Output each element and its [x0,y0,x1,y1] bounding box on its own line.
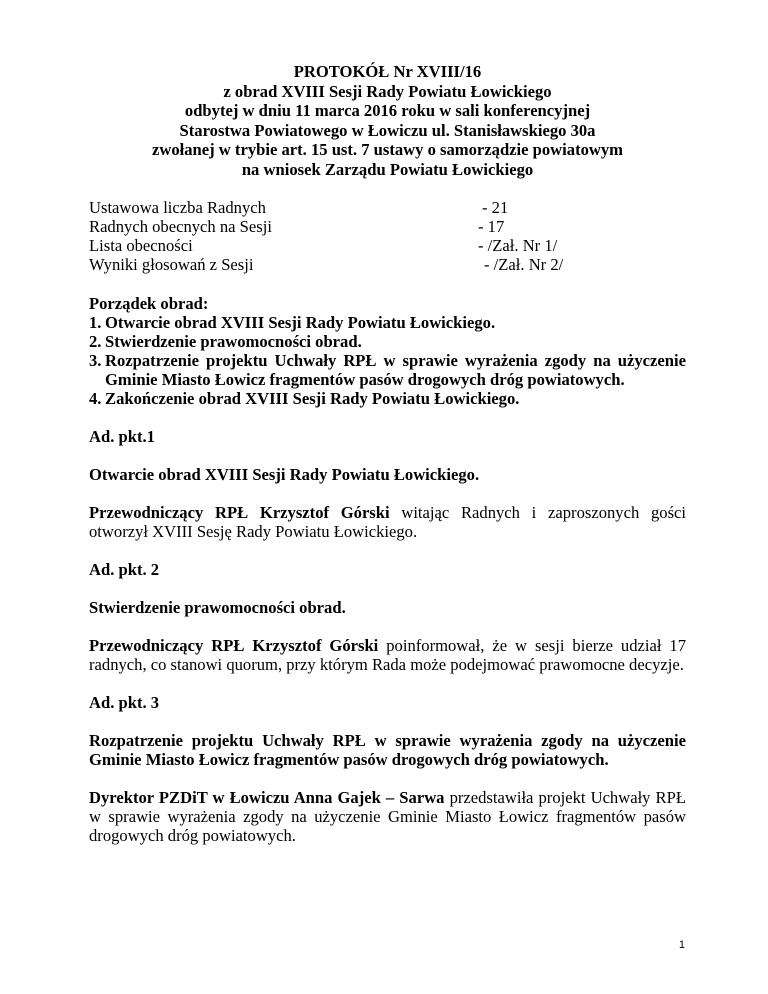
info-label: Wyniki głosowań z Sesji [89,255,254,274]
agenda [89,294,686,408]
info-value: - /Zał. Nr 1/ [478,236,558,255]
agenda-item-text: Rozpatrzenie projektu Uchwały RPŁ w sprawie wyrażenia zgody na użyczenie Gminie Miasto Łowicz fragmentów pasów drogowych dróg powiatowych. [105,351,686,389]
info-value: - 17 [478,217,505,236]
section-3-paragraph [89,788,686,845]
info-row-statutory-count [89,198,686,217]
agenda-item [89,351,686,389]
section-2-title: Stwierdzenie prawomocności obrad. [89,598,346,617]
agenda-title: Porządek obrad: [89,294,209,313]
agenda-item-number: 1. [89,313,102,332]
document-header [89,62,686,179]
page-number: 1 [678,939,685,951]
speaker-name: Przewodniczący RPŁ Krzysztof Górski [89,503,390,522]
header-line-session: z obrad XVIII Sesji Rady Powiatu Łowickiego [223,81,552,101]
info-value: - 21 [482,198,509,217]
info-value: - /Zał. Nr 2/ [484,255,564,274]
paragraph-text: przedstawiła projekt Uchwały RPŁ w sprawie wyrażenia zgody na użyczenie Gminie Miasto Łowicz fragmentów pasów drogowych dróg powiatowych. [89,788,686,845]
speaker-name: Dyrektor PZDiT w Łowiczu Anna Gajek – Sarwa [89,788,445,807]
section-1-paragraph [89,503,686,541]
agenda-item-number: 2. [89,332,102,351]
section-2-heading: Ad. pkt. 2 [89,560,160,579]
header-line-request: na wniosek Zarządu Powiatu Łowickiego [241,159,534,179]
speaker-name: Przewodniczący RPŁ Krzysztof Górski [89,636,379,655]
info-row-present-count [89,217,686,236]
header-line-date: odbytej w dniu 11 marca 2016 roku w sali konferencyjnej [184,101,591,120]
agenda-item-number: 3. [89,351,102,370]
info-label: Lista obecności [89,236,193,255]
section-1-title: Otwarcie obrad XVIII Sesji Rady Powiatu Łowickiego. [89,465,480,484]
agenda-item [89,389,686,408]
agenda-item [89,313,686,332]
document-page [89,62,686,845]
info-label: Radnych obecnych na Sesji [89,217,272,236]
protocol-title: PROTOKÓŁ Nr XVIII/16 [293,62,482,81]
agenda-item-number: 4. [89,389,102,408]
paragraph-text: poinformował, że w sesji bierze udział 17 radnych, co stanowi quorum, przy którym Rada może podejmować prawomocne decyzje. [89,636,686,674]
section-3-heading: Ad. pkt. 3 [89,693,160,712]
section-1-heading: Ad. pkt.1 [89,427,155,446]
section-3-title: Rozpatrzenie projektu Uchwały RPŁ w sprawie wyrażenia zgody na użyczenie Gminie Miasto Łowicz fragmentów pasów drogowych dróg powiatowych. [89,731,686,769]
agenda-item-text: Zakończenie obrad XVIII Sesji Rady Powiatu Łowickiego. [105,389,520,408]
info-row-vote-results [89,255,686,274]
info-label: Ustawowa liczba Radnych [89,198,266,217]
agenda-item-text: Stwierdzenie prawomocności obrad. [105,332,362,351]
section-2-paragraph [89,636,686,674]
agenda-item-text: Otwarcie obrad XVIII Sesji Rady Powiatu Łowickiego. [105,313,496,332]
info-row-attendance-list [89,236,686,255]
attendance-info [89,198,686,274]
paragraph-text: witając Radnych i zaproszonych gości otworzył XVIII Sesję Rady Powiatu Łowickiego. [89,503,686,541]
agenda-item [89,332,686,351]
header-line-legal-basis: zwołanej w trybie art. 15 ust. 7 ustawy o samorządzie powiatowym [151,140,624,159]
header-line-location: Starostwa Powiatowego w Łowiczu ul. Stanisławskiego 30a [179,120,596,140]
